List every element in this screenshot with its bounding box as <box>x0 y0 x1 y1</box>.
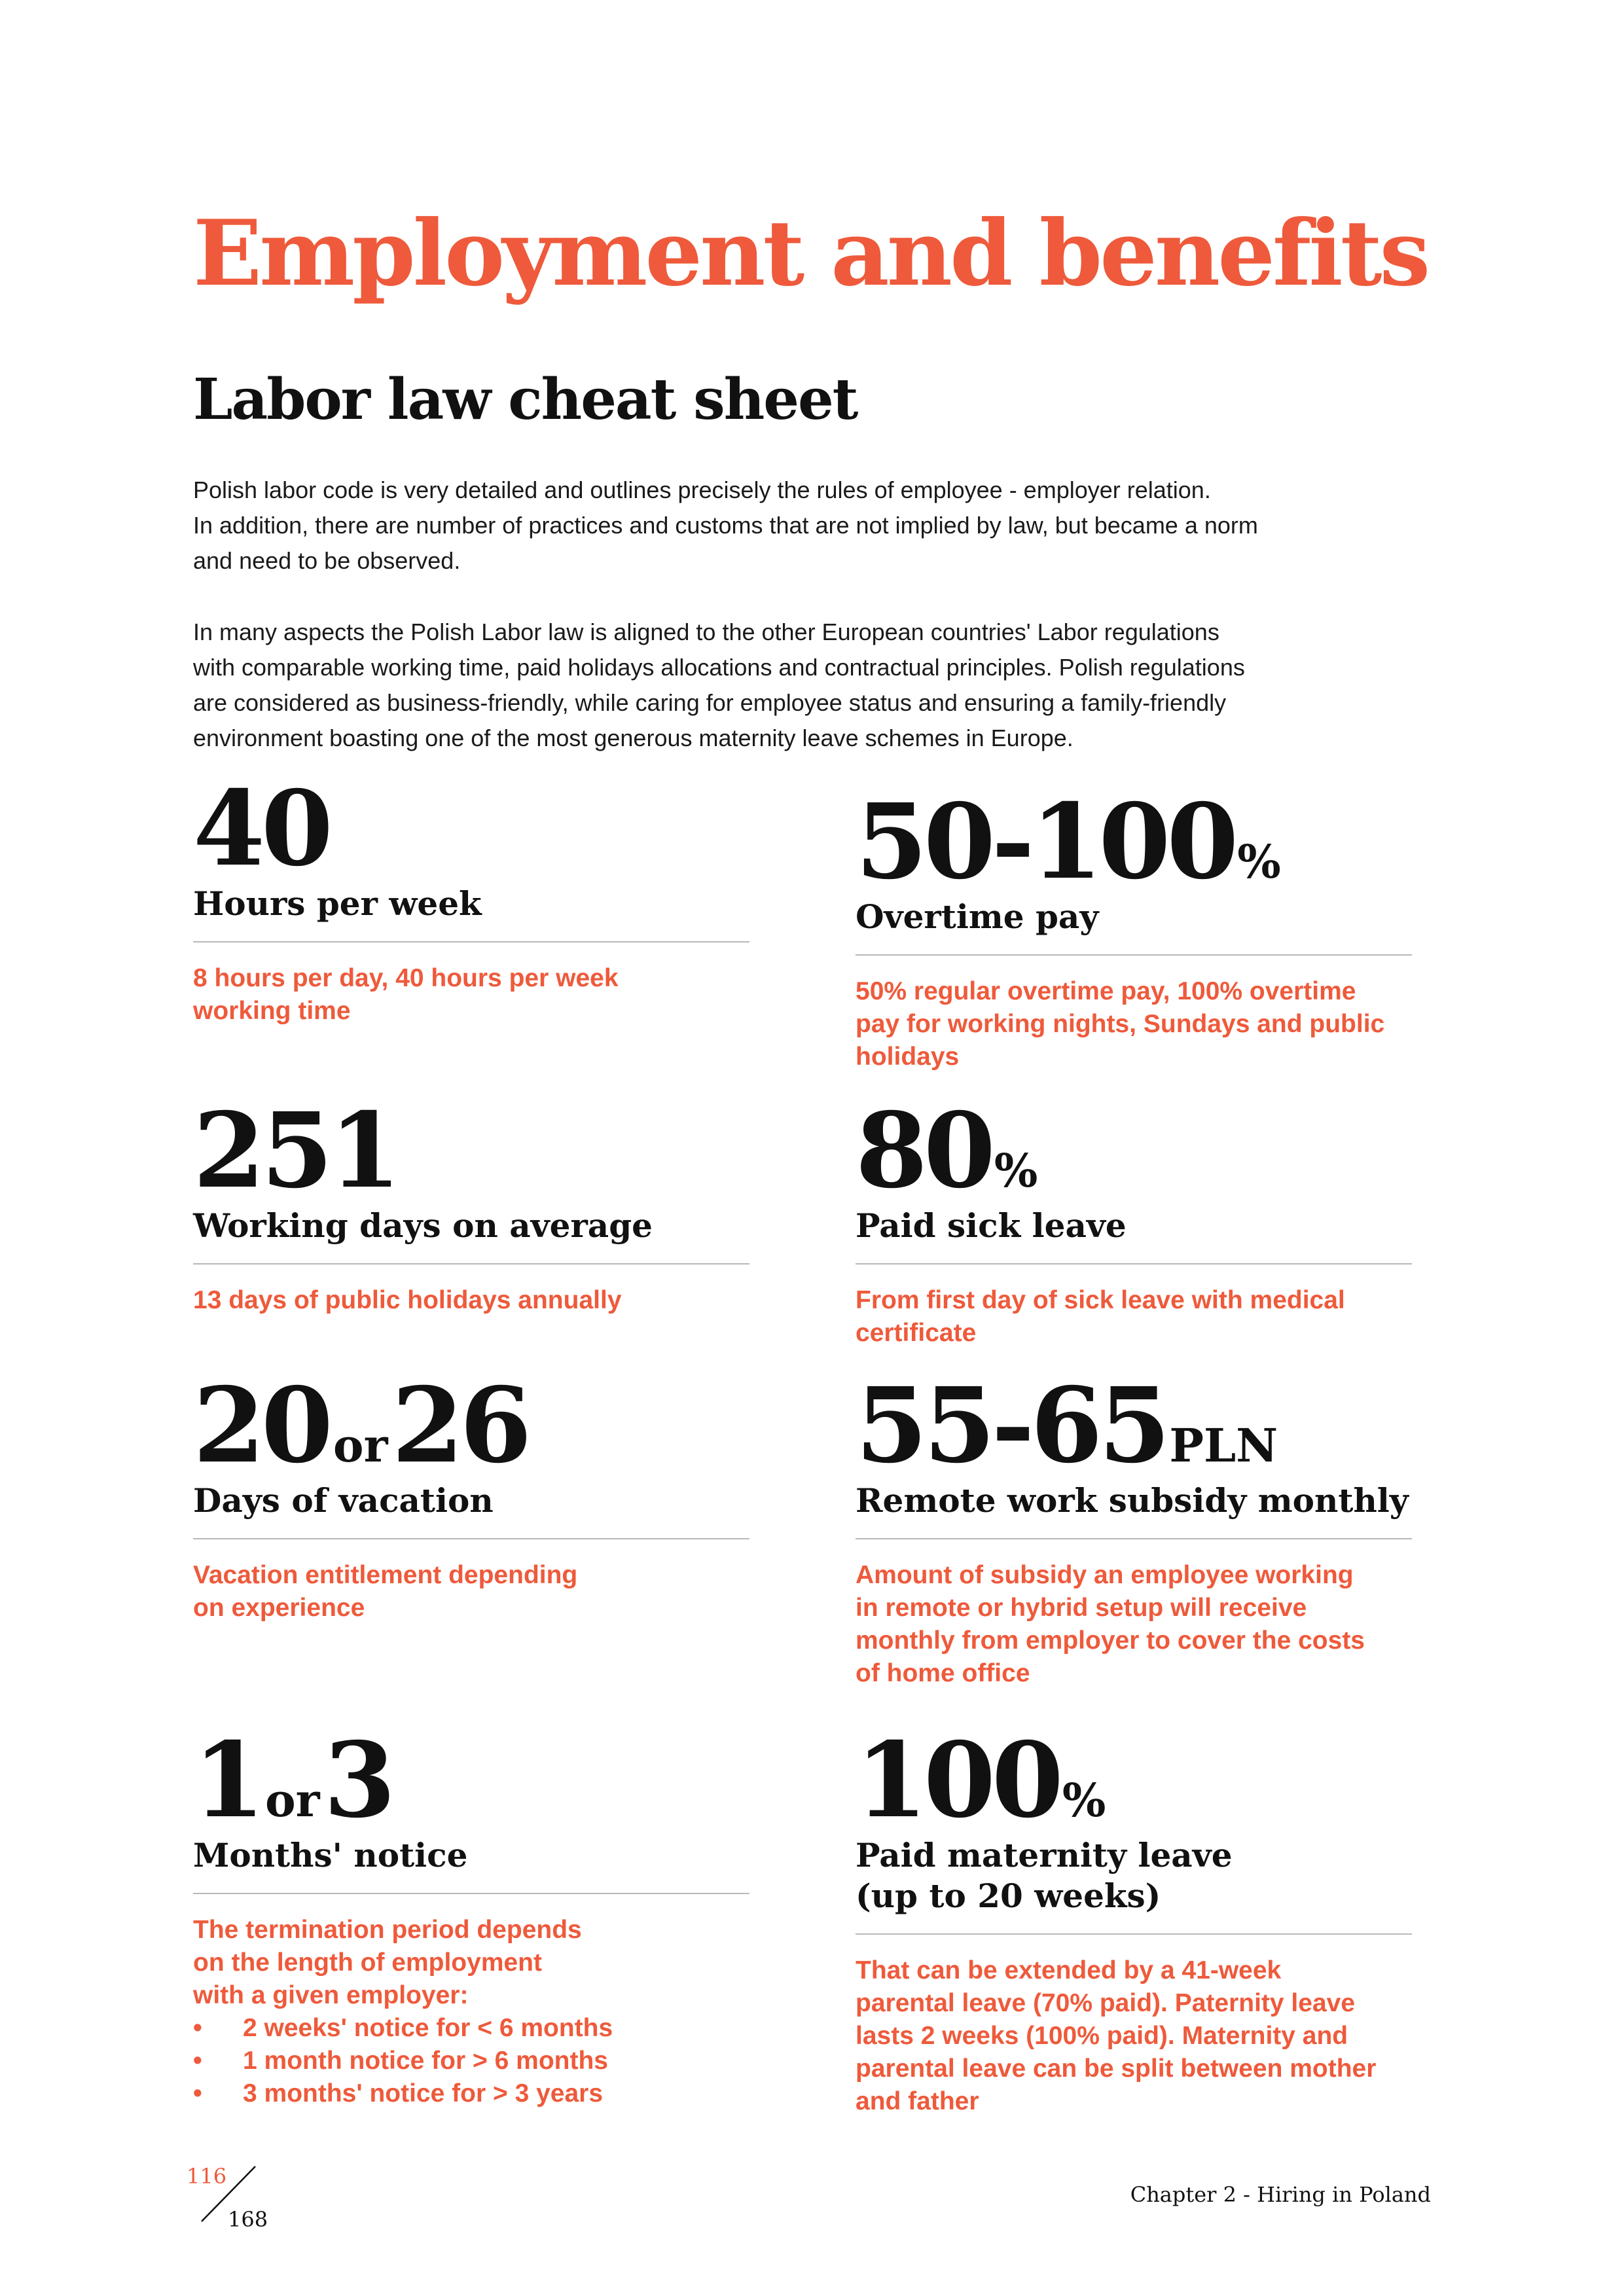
stat-label <box>856 897 1412 937</box>
stat-number: 26 <box>391 1365 528 1486</box>
intro-line: In many aspects the Polish Labor law is aligned to the other European countries' Labor regulations <box>193 619 1219 645</box>
stat-description-line: The termination period depends <box>193 1916 582 1944</box>
divider <box>856 1263 1412 1265</box>
stat-label <box>193 1480 749 1521</box>
stat-number: 40 <box>193 768 329 889</box>
stat-description-line: That can be extended by a 41-week <box>856 1956 1282 1984</box>
divider <box>193 1893 749 1894</box>
page-number <box>183 2160 275 2238</box>
stat-description <box>856 975 1412 1073</box>
stat-description-line: on experience <box>193 1594 365 1622</box>
stat-number: 1 <box>193 1720 261 1841</box>
stat-description-line: From first day of sick leave with medical <box>856 1286 1345 1314</box>
intro-line: with comparable working time, paid holidays allocations and contractual principles. Polish regulations <box>193 654 1245 681</box>
stat-value <box>856 1720 1412 1841</box>
stat-paid-maternity-leave <box>856 1720 1412 2118</box>
stat-connector: or <box>333 1418 388 1473</box>
stat-label-line: Days of vacation <box>193 1481 494 1520</box>
intro-line: are considered as business-friendly, while caring for employee status and ensuring a family-friendly <box>193 689 1227 716</box>
page-current: 116 <box>187 2164 227 2189</box>
divider <box>856 1933 1412 1935</box>
stat-label <box>856 1835 1412 1916</box>
intro-line: environment boasting one of the most generous maternity leave schemes in Europe. <box>193 725 1074 751</box>
page-subtitle: Labor law cheat sheet <box>193 367 857 433</box>
stat-description-line: 8 hours per day, 40 hours per week <box>193 964 619 992</box>
stat-description-line: certificate <box>856 1319 977 1347</box>
stat-value <box>193 1090 749 1211</box>
stat-label <box>193 1206 749 1246</box>
stat-label-line: Hours per week <box>193 884 482 923</box>
intro-line: Polish labor code is very detailed and outlines precisely the rules of employee - employer relation. <box>193 476 1211 503</box>
stat-label-line: Remote work subsidy monthly <box>856 1481 1409 1520</box>
divider <box>193 941 749 942</box>
stat-description <box>193 962 749 1028</box>
stat-description-line: Amount of subsidy an employee working <box>856 1561 1354 1589</box>
stat-description-line: monthly from employer to cover the costs <box>856 1626 1365 1655</box>
page-title: Employment and benefits <box>193 200 1428 306</box>
stat-label <box>856 1206 1412 1246</box>
stat-description <box>856 1954 1412 2118</box>
stat-description-line: with a given employer: <box>193 1981 469 2009</box>
stat-description-line: of home office <box>856 1659 1030 1687</box>
stat-months-notice <box>193 1720 749 2110</box>
stat-label-line: Paid sick leave <box>856 1206 1127 1245</box>
stat-value <box>193 768 749 889</box>
stat-value <box>193 1365 749 1486</box>
stat-description-line: parental leave (70% paid). Paternity leave <box>856 1989 1356 2017</box>
stat-description <box>193 1914 749 2110</box>
stat-label <box>193 884 749 924</box>
stat-description <box>193 1284 749 1317</box>
list-item: • 3 months' notice for > 3 years <box>193 2077 749 2110</box>
stat-number: 251 <box>193 1090 397 1211</box>
stat-suffix: PLN <box>1169 1418 1278 1473</box>
stat-days-of-vacation <box>193 1365 749 1624</box>
stat-value <box>193 1720 749 1841</box>
stat-number: 3 <box>323 1720 392 1841</box>
divider <box>193 1263 749 1265</box>
stat-number: 80 <box>856 1090 992 1211</box>
list-item: • 2 weeks' notice for < 6 months <box>193 2012 749 2045</box>
stat-suffix: % <box>994 1143 1038 1198</box>
stat-number: 55-65 <box>856 1365 1167 1486</box>
divider <box>193 1538 749 1539</box>
stat-description-line: 50% regular overtime pay, 100% overtime <box>856 977 1356 1005</box>
intro-line: In addition, there are number of practices and customs that are not implied by law, but became a norm <box>193 512 1258 539</box>
stat-description-line: working time <box>193 997 351 1025</box>
stat-description-line: on the length of employment <box>193 1948 542 1977</box>
stat-suffix: % <box>1062 1773 1106 1827</box>
stat-working-days <box>193 1090 749 1317</box>
stat-description-line: in remote or hybrid setup will receive <box>856 1594 1307 1622</box>
stat-label-line: (up to 20 weeks) <box>856 1876 1161 1915</box>
stat-number: 50-100 <box>856 781 1235 903</box>
stat-description <box>856 1284 1412 1350</box>
stat-hours-per-week <box>193 768 749 1028</box>
stat-label-line: Paid maternity leave <box>856 1836 1233 1874</box>
stat-overtime-pay <box>856 781 1412 1073</box>
stat-description-line: Vacation entitlement depending <box>193 1561 578 1589</box>
stat-description <box>856 1559 1412 1690</box>
stat-remote-work-subsidy <box>856 1365 1412 1690</box>
stat-description <box>193 1559 749 1624</box>
stat-label <box>856 1480 1412 1521</box>
intro-paragraph-1 <box>193 473 1424 579</box>
divider <box>856 1538 1412 1539</box>
stat-suffix: % <box>1237 834 1281 889</box>
stat-label <box>193 1835 749 1876</box>
stat-paid-sick-leave <box>856 1090 1412 1350</box>
stat-number: 20 <box>193 1365 329 1486</box>
stat-label-line: Working days on average <box>193 1206 653 1245</box>
intro-paragraph-2 <box>193 615 1424 756</box>
stat-description-line: pay for working nights, Sundays and public <box>856 1010 1385 1038</box>
divider <box>856 954 1412 956</box>
stat-value <box>856 1365 1412 1486</box>
list-item: • 1 month notice for > 6 months <box>193 2045 749 2077</box>
chapter-label: Chapter 2 - Hiring in Poland <box>1130 2182 1431 2207</box>
stat-description-line: parental leave can be split between mother <box>856 2054 1377 2083</box>
stat-label-line: Months' notice <box>193 1836 468 1874</box>
stat-description-line: and father <box>856 2087 979 2115</box>
stat-number: 100 <box>856 1720 1060 1841</box>
stat-description-line: lasts 2 weeks (100% paid). Maternity and <box>856 2022 1348 2050</box>
stat-value <box>856 1090 1412 1211</box>
stat-connector: or <box>264 1773 320 1827</box>
page-total: 168 <box>228 2207 268 2232</box>
stat-description-line: holidays <box>856 1043 960 1071</box>
notice-bullet-list <box>193 2012 749 2110</box>
stat-value <box>856 781 1412 903</box>
stat-description-line: 13 days of public holidays annually <box>193 1286 622 1314</box>
intro-line: and need to be observed. <box>193 547 461 574</box>
stat-label-line: Overtime pay <box>856 897 1099 936</box>
